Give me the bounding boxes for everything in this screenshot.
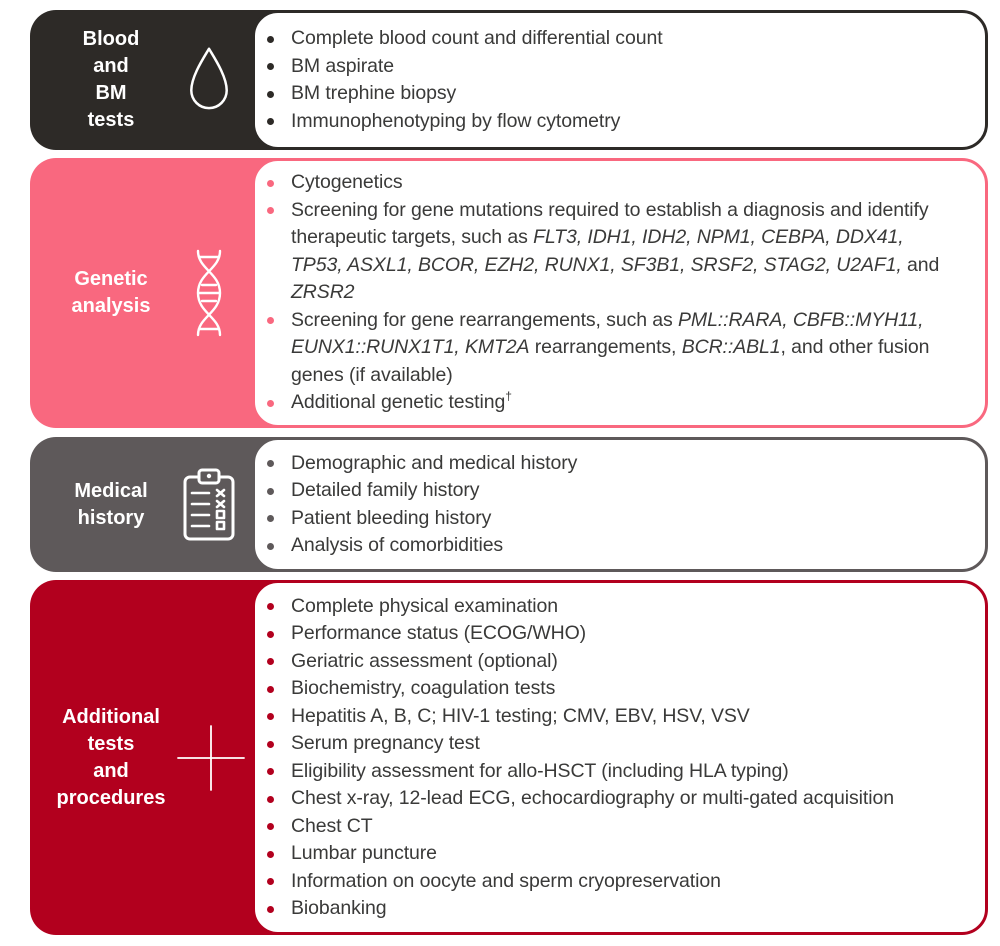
bullet-item [263,80,957,108]
additional-tests-procedures-content-box [252,580,988,935]
bullet-text-segment: Detailed family history [291,479,480,501]
blood-bm-tests-label [59,26,163,134]
bullet-item [263,593,957,621]
bullet-text-segment: Hepatitis A, B, C; HIV-1 testing; CMV, EBV, HSV, VSV [291,704,750,727]
bullet-text-segment: and [901,253,940,276]
bullet-text-segment: Performance status (ECOG/WHO) [291,622,587,644]
section-blood-bm-tests [30,10,988,150]
section-additional-tests-procedures [30,580,988,935]
bullet-item [263,785,957,813]
bullet-item [263,450,957,478]
bullet-text-segment: † [505,389,512,404]
bullet-text-segment: Eligibility assessment for allo-HSCT (including HLA typing) [291,759,789,782]
blood-drop-icon [173,45,245,115]
label-line: Blood [82,28,140,50]
bullet-item [263,532,957,560]
bullet-item [263,758,957,786]
additional-tests-procedures-bullet-list [263,593,957,923]
bullet-item [263,389,957,417]
label-line: BM [95,82,127,104]
additional-tests-procedures-label [57,704,166,812]
label-line: tests [87,732,135,755]
bullet-item [263,108,957,136]
additional-tests-procedures-label-area [30,580,260,935]
plus-icon [175,725,247,791]
label-line: Genetic [74,268,148,290]
blood-bm-tests-content-box [252,10,988,150]
clipboard-icon [173,467,245,543]
bullet-item [263,25,957,53]
bullet-item [263,730,957,758]
bullet-text-segment: Geriatric assessment (optional) [291,649,558,672]
bullet-item [263,868,957,896]
genetic-analysis-content-box [252,158,988,428]
label-line: Additional [62,705,160,728]
bullet-text-segment: BM aspirate [291,54,394,77]
label-line: Medical [74,479,148,502]
bullet-text-segment: Immunophenotyping by flow cytometry [291,109,621,132]
section-genetic-analysis [30,158,988,428]
bullet-text-segment: ZRSR2 [291,281,355,304]
bullet-text-segment: Analysis of comorbidities [291,534,504,556]
bullet-item [263,477,957,505]
bullet-text-segment: Additional genetic testing [291,391,506,414]
bullet-text-segment: rearrangements, [529,336,682,359]
medical-history-label-area [30,437,260,572]
bullet-item [263,197,957,307]
bullet-item [263,307,957,390]
bullet-item [263,675,957,703]
label-line: analysis [71,295,151,317]
medical-history-content-box [252,437,988,572]
bullet-text-segment: Lumbar puncture [291,842,437,864]
bullet-item [263,840,957,868]
dna-helix-icon [173,249,245,337]
bullet-text-segment: Biobanking [291,897,387,919]
label-line: and [93,759,129,782]
bullet-item [263,703,957,731]
bullet-text-segment: Serum pregnancy test [291,732,480,754]
bullet-text-segment: Screening for gene mutations required to establish a diagnosis and identify therapeutic targets, such as [291,198,929,249]
bullet-text-segment: Screening for gene rearrangements, such as [291,308,679,331]
medical-history-bullet-list [263,450,957,560]
bullet-text-segment: , and other fusion genes (if available) [291,336,930,386]
bullet-text-segment: Biochemistry, coagulation tests [291,677,556,699]
bullet-text-segment: BCR::ABL1 [681,336,781,359]
label-line: procedures [56,786,166,809]
bullet-item [263,53,957,81]
bullet-text-segment: PML::RARA, CBFB::MYH11, EUNX1::RUNX1T1, KMT2A [291,308,924,359]
bullet-text-segment: Chest x-ray, 12-lead ECG, echocardiography or multi-gated acquisition [291,787,894,809]
label-line: and [93,55,129,77]
bullet-text-segment: Cytogenetics [291,171,403,194]
bullet-text-segment: Information on oocyte and sperm cryopreservation [291,869,721,892]
bullet-text-segment: Complete blood count and differential count [291,27,663,49]
bullet-text-segment: Patient bleeding history [291,506,492,529]
bullet-item [263,895,957,923]
bullet-item [263,505,957,533]
bullet-item [263,620,957,648]
medical-history-label [59,478,163,532]
bullet-item [263,813,957,841]
bullet-text-segment: FLT3, IDH1, IDH2, NPM1, CEBPA, DDX41, TP53, ASXL1, BCOR, EZH2, RUNX1, SF3B1, SRSF2, STAG2, U2AF1, [291,226,904,276]
genetic-analysis-bullet-list [263,169,957,417]
bullet-text-segment: BM trephine biopsy [291,82,457,104]
genetic-analysis-label [59,266,163,320]
bullet-item [263,169,957,197]
blood-bm-tests-label-area [30,10,260,150]
label-line: history [77,506,145,529]
bullet-text-segment: Demographic and medical history [291,451,578,474]
blood-bm-tests-bullet-list [263,25,957,135]
section-medical-history [30,437,988,572]
label-line: tests [87,109,135,131]
bullet-item [263,648,957,676]
genetic-analysis-label-area [30,158,260,428]
bullet-text-segment: Complete physical examination [291,594,558,617]
bullet-text-segment: Chest CT [291,814,373,837]
